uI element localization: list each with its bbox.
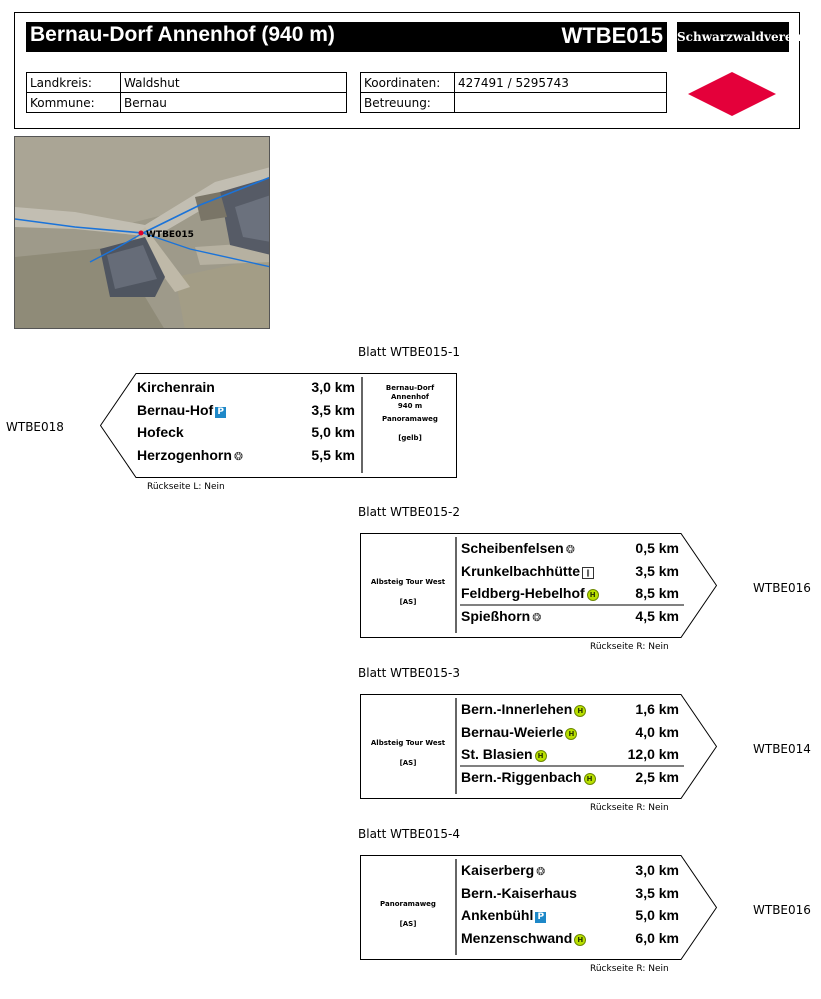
sign-1-panel-line3: 940 m: [397, 402, 423, 410]
destination-distance: 8,5 km: [635, 585, 679, 601]
sign-1: [100, 373, 457, 478]
bus-stop-icon: H: [535, 750, 547, 762]
destination-distance: 3,5 km: [635, 562, 679, 579]
destination-name: [137, 379, 215, 395]
sign-3-panel-line1: Albsteig Tour West: [370, 739, 446, 747]
bus-stop-icon: H: [574, 934, 586, 946]
destination-label: Ankenbühl: [461, 907, 534, 923]
destination-name: [137, 424, 184, 440]
sign-2-target: WTBE016: [753, 581, 811, 595]
sign-2-title: Blatt WTBE015-2: [358, 505, 461, 519]
destination-name: [137, 447, 243, 463]
destination-row: [461, 561, 679, 583]
destination-row: [461, 583, 679, 605]
destination-name: [461, 885, 577, 901]
bus-stop-icon: H: [584, 773, 596, 785]
destination-distance: 3,5 km: [635, 884, 679, 901]
destination-label: St. Blasien: [461, 746, 533, 762]
destination-row: [461, 699, 679, 721]
destination-label: Bern.-Kaiserhaus: [461, 884, 577, 901]
viewpoint-icon: ❂: [233, 449, 244, 463]
sign-2-panel-line1: Albsteig Tour West: [370, 578, 446, 586]
viewpoint-icon: ❂: [565, 543, 575, 556]
destination-name: [461, 769, 596, 785]
sign-1-panel-line5: [gelb]: [398, 434, 422, 442]
kommune-label: Kommune:: [27, 93, 121, 113]
coordinates-table: [360, 72, 667, 113]
trail-logo-diamond: [687, 70, 777, 118]
destination-label: Scheibenfelsen: [461, 540, 564, 556]
restaurant-icon: ‖: [582, 567, 594, 579]
sign-1-panel-line1: Bernau-Dorf: [385, 384, 435, 392]
sign-4-panel-line2: [AS]: [399, 920, 417, 928]
parking-icon: P: [215, 407, 226, 418]
betreuung-value: [455, 93, 667, 113]
destination-distance: 1,6 km: [635, 701, 679, 717]
betreuung-label: Betreuung:: [361, 93, 455, 113]
title-bar: [26, 22, 667, 52]
admin-info-table: [26, 72, 347, 113]
sign-4: [360, 855, 717, 960]
destination-row: [137, 377, 355, 399]
destination-name: [461, 563, 594, 579]
sign-3: [360, 694, 717, 799]
destination-name: [461, 701, 586, 717]
destination-distance: 6,0 km: [635, 929, 679, 946]
destination-label: Feldberg-Hebelhof: [461, 585, 585, 601]
destination-row: [137, 400, 355, 422]
club-name-badge: Schwarzwaldverein: [677, 22, 789, 52]
destination-label: Bern.-Innerlehen: [461, 701, 573, 717]
destination-row: [461, 860, 679, 882]
destination-row: [461, 606, 679, 628]
sign-1-rueckseite: Rückseite L: Nein: [147, 482, 225, 492]
sign-3-title: Blatt WTBE015-3: [358, 666, 461, 680]
destination-distance: 4,5 km: [635, 607, 679, 624]
destination-distance: 3,0 km: [311, 379, 355, 395]
destination-row: [461, 928, 679, 950]
destination-name: [461, 608, 541, 624]
bus-stop-icon: H: [587, 589, 599, 601]
destination-row: [137, 422, 355, 444]
destination-distance: 4,0 km: [635, 723, 679, 740]
destination-distance: 5,0 km: [635, 907, 679, 923]
sign-3-panel: [360, 739, 456, 768]
destination-name: [461, 746, 547, 762]
destination-row: [461, 538, 679, 560]
sign-3-panel-line2: [AS]: [399, 759, 417, 767]
sign-1-panel-line2: Annenhof: [391, 393, 429, 401]
location-id: WTBE015: [561, 23, 663, 48]
sign-2-panel: [360, 578, 456, 607]
destination-label: Hofeck: [137, 424, 184, 440]
sign-2-rueckseite: Rückseite R: Nein: [590, 642, 669, 652]
parking-icon: P: [535, 912, 546, 923]
destination-name: [461, 907, 546, 923]
map-marker-label: WTBE015: [146, 230, 194, 240]
page-title: Bernau-Dorf Annenhof (940 m): [30, 23, 335, 46]
destination-row: [461, 883, 679, 905]
destination-distance: 5,0 km: [311, 424, 355, 440]
destination-label: Menzenschwand: [461, 929, 573, 946]
sign-4-panel-line1: Panoramaweg: [380, 900, 436, 908]
sign-2-panel-line2: [AS]: [399, 598, 417, 606]
destination-name: [461, 930, 586, 946]
destination-label: Kaiserberg: [461, 862, 535, 878]
viewpoint-icon: ❂: [532, 610, 542, 624]
destination-label: Krunkelbachhütte: [461, 562, 581, 579]
sign-1-panel: [364, 384, 456, 443]
sign-2: [360, 533, 717, 638]
destination-label: Bernau-Weierle: [461, 723, 564, 740]
sign-4-target: WTBE016: [753, 903, 811, 917]
landkreis-label: Landkreis:: [27, 73, 121, 93]
sign-1-title: Blatt WTBE015-1: [358, 345, 461, 359]
destination-row: [461, 744, 679, 766]
destination-row: [461, 722, 679, 744]
sign-3-target: WTBE014: [753, 742, 811, 756]
destination-distance: 0,5 km: [635, 540, 679, 556]
koordinaten-value: 427491 / 5295743: [455, 73, 667, 93]
destination-name: [137, 402, 226, 418]
kommune-value: Bernau: [121, 93, 347, 113]
destination-distance: 2,5 km: [635, 768, 679, 785]
sign-1-panel-line4: Panoramaweg: [382, 415, 438, 423]
sign-4-title: Blatt WTBE015-4: [358, 827, 461, 841]
destination-distance: 12,0 km: [627, 746, 679, 762]
destination-label: Kirchenrain: [137, 379, 215, 395]
sign-4-rueckseite: Rückseite R: Nein: [590, 964, 669, 974]
destination-name: [461, 540, 575, 556]
destination-distance: 3,0 km: [635, 862, 679, 878]
destination-label: Spießhorn: [461, 607, 531, 624]
destination-row: [461, 905, 679, 927]
destination-name: [461, 585, 599, 601]
destination-label: Bern.-Riggenbach: [461, 768, 582, 785]
sign-4-panel: [360, 900, 456, 929]
destination-label: Bernau-Hof: [137, 401, 214, 418]
sign-3-rueckseite: Rückseite R: Nein: [590, 803, 669, 813]
koordinaten-label: Koordinaten:: [361, 73, 455, 93]
destination-name: [461, 862, 545, 878]
destination-row: [137, 445, 355, 467]
destination-distance: 3,5 km: [311, 401, 355, 418]
bus-stop-icon: H: [574, 705, 586, 717]
destination-distance: 5,5 km: [311, 446, 355, 463]
bus-stop-icon: H: [565, 728, 577, 740]
destination-name: [461, 724, 577, 740]
sign-1-target: WTBE018: [6, 420, 64, 434]
destination-label: Herzogenhorn: [137, 446, 232, 463]
landkreis-value: Waldshut: [121, 73, 347, 93]
viewpoint-icon: ❂: [536, 865, 546, 878]
aerial-map: [14, 136, 270, 329]
destination-row: [461, 767, 679, 789]
aerial-photo: [15, 137, 270, 329]
